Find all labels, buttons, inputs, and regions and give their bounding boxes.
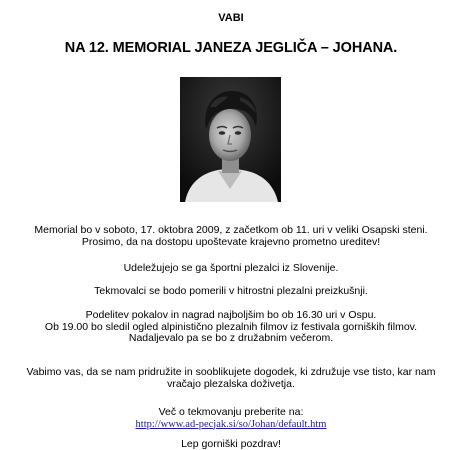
portrait-photo (180, 77, 281, 202)
text-line: Vabimo vas, da se nam pridružite in sooblikujete dogodek, ki združuje vse tisto, kar nam (26, 366, 436, 378)
text-line: Podelitev pokalov in nagrad najboljšim bo ob 16.30 uri v Ospu. (85, 309, 377, 321)
event-website-link[interactable]: http://www.ad-pecjak.si/so/Johan/default.htm (135, 418, 327, 430)
text-line: Tekmovalci se bodo pomerili v hitrostni plezalni preizkušnji. (94, 285, 368, 297)
paragraph-participants (0, 263, 462, 275)
cut-off-top-text (0, 0, 462, 5)
text-line: Prosimo, da na dostopu upoštevate krajevno prometno ureditev! (81, 235, 381, 248)
portrait-image (180, 77, 281, 202)
text-line: Nadaljevalo pa se bo z družabnim večerom. (128, 332, 334, 344)
paragraph-competition (0, 286, 462, 298)
text-line: Memorial bo v soboto, 17. oktobra 2009, z začetkom ob 11. uri v veliki Osapski steni. (34, 224, 428, 236)
text-line: vračajo plezalska doživetja. (167, 377, 295, 390)
paragraph-invitation (0, 367, 462, 390)
text-line: Ob 19.00 bo sledil ogled alpinistično plezalnih filmov iz festivala gorniških filmov. (44, 320, 418, 333)
paragraph-more-info (0, 407, 462, 430)
invite-heading: VABI (218, 12, 244, 24)
page-title: NA 12. MEMORIAL JANEZA JEGLIČA – JOHANA. (64, 40, 398, 56)
closing-greeting: Lep gorniški pozdrav! (181, 438, 281, 450)
paragraph-schedule (0, 225, 462, 248)
text-line: Več o tekmovanju preberite na: (158, 406, 304, 418)
paragraph-awards (0, 310, 462, 345)
text-line: Udeležujejo se ga športni plezalci iz Slovenije. (123, 262, 339, 274)
